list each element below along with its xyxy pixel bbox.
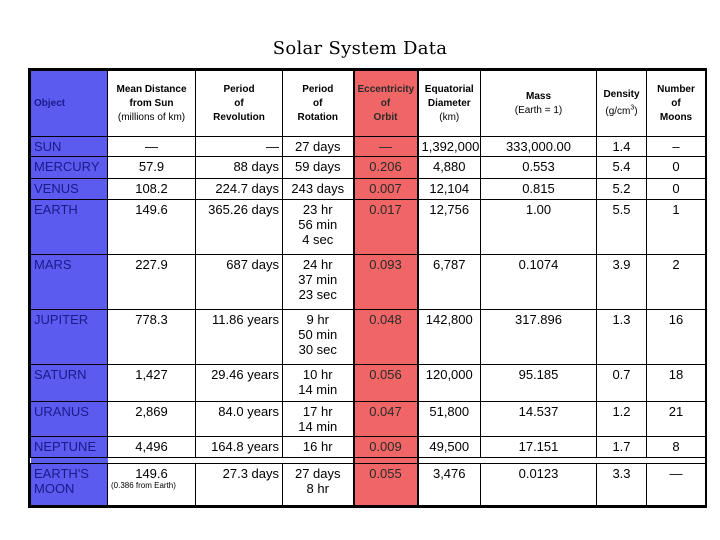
cell-diameter xyxy=(418,402,481,437)
cell-revolution xyxy=(196,179,283,200)
cell-mass-value: 0.0123 xyxy=(518,466,559,481)
cell-diameter xyxy=(418,200,481,255)
cell-object-value: MARS xyxy=(34,257,72,272)
header-distance-unit: (millions of km) xyxy=(117,111,186,123)
header-eccentricity-line1: Eccentricity xyxy=(357,83,415,95)
cell-rotation-value: 59 days xyxy=(294,159,341,174)
cell-mass xyxy=(481,402,597,437)
cell-revolution xyxy=(196,437,283,458)
cell-object-value: VENUS xyxy=(34,181,79,196)
cell-distance xyxy=(108,137,196,157)
cell-revolution xyxy=(196,464,283,506)
cell-moons-value: – xyxy=(672,139,680,154)
cell-distance-value: 57.9 xyxy=(138,159,165,174)
cell-density-value: 1.7 xyxy=(612,439,631,454)
cell-eccentricity-value: 0.206 xyxy=(369,159,402,174)
cell-eccentricity-value: 0.009 xyxy=(369,439,402,454)
cell-eccentricity xyxy=(354,200,418,255)
cell-diameter xyxy=(418,437,481,458)
table-row xyxy=(31,255,706,310)
cell-revolution xyxy=(196,402,283,437)
cell-object-value: EARTH'S xyxy=(34,466,89,481)
cell-revolution-value: 84.0 years xyxy=(218,404,279,419)
cell-eccentricity xyxy=(354,437,418,458)
cell-eccentricity xyxy=(354,157,418,179)
cell-density xyxy=(597,437,647,458)
cell-moons-value: 16 xyxy=(668,312,684,327)
table-row xyxy=(31,310,706,365)
cell-eccentricity-value: 0.007 xyxy=(369,181,402,196)
cell-diameter xyxy=(418,464,481,506)
cell-object-value: JUPITER xyxy=(34,312,89,327)
cell-mass-value: 14.537 xyxy=(518,404,559,419)
cell-density xyxy=(597,310,647,365)
cell-rotation xyxy=(283,179,354,200)
cell-mass xyxy=(481,464,597,506)
distance-note: (0.386 from Earth) xyxy=(111,481,176,490)
cell-diameter-value: 4,880 xyxy=(432,159,466,174)
cell-object xyxy=(31,255,108,310)
cell-rotation-value: 56 min xyxy=(298,217,338,232)
cell-distance-value: 778.3 xyxy=(135,312,168,327)
header-mass xyxy=(481,71,597,137)
cell-object xyxy=(31,402,108,437)
cell-revolution xyxy=(196,157,283,179)
cell-eccentricity xyxy=(354,402,418,437)
cell-moons-value: 0 xyxy=(672,159,680,174)
cell-distance-value: 1,427 xyxy=(135,367,168,382)
table-row xyxy=(31,365,706,402)
cell-distance xyxy=(108,402,196,437)
cell-diameter-value: 1,392,000 xyxy=(421,139,480,154)
cell-rotation-value: 27 days xyxy=(294,139,341,154)
header-density: Density $(g/cm^3)$ xyxy=(597,71,647,137)
cell-eccentricity-value: 0.093 xyxy=(369,257,402,272)
cell-moons-value: 2 xyxy=(672,257,680,272)
cell-mass xyxy=(481,255,597,310)
cell-distance-value: 4,496 xyxy=(135,439,168,454)
cell-rotation xyxy=(283,464,354,506)
cell-diameter-value: 49,500 xyxy=(429,439,470,454)
cell-density-value: 5.4 xyxy=(612,159,631,174)
cell-diameter-value: 120,000 xyxy=(425,367,473,382)
cell-revolution xyxy=(196,255,283,310)
cell-object xyxy=(31,200,108,255)
header-moons-line1: Number xyxy=(657,83,695,95)
cell-diameter-value: 51,800 xyxy=(429,404,470,419)
cell-distance xyxy=(108,255,196,310)
cell-density-value: 1.3 xyxy=(612,312,631,327)
cell-rotation-value: 10 hr xyxy=(302,367,333,382)
cell-mass-value: 95.185 xyxy=(518,367,559,382)
cell-density xyxy=(597,464,647,506)
cell-revolution xyxy=(196,310,283,365)
cell-eccentricity-value: 0.055 xyxy=(369,466,402,481)
cell-distance xyxy=(108,310,196,365)
cell-moons xyxy=(647,402,706,437)
cell-mass xyxy=(481,200,597,255)
cell-moons xyxy=(647,365,706,402)
cell-density-value: 1.2 xyxy=(612,404,631,419)
cell-mass-value: 17.151 xyxy=(518,439,559,454)
cell-mass xyxy=(481,310,597,365)
header-rotation xyxy=(283,71,354,137)
cell-revolution-value: 88 days xyxy=(233,159,279,174)
cell-diameter xyxy=(418,255,481,310)
header-revolution-line3: Revolution xyxy=(213,111,265,123)
cell-revolution-value: 27.3 days xyxy=(222,466,279,481)
cell-density-value: 3.9 xyxy=(612,257,631,272)
cell-density xyxy=(597,137,647,157)
cell-moons xyxy=(647,437,706,458)
cell-eccentricity xyxy=(354,179,418,200)
cell-object xyxy=(31,310,108,365)
header-revolution-line1: Period xyxy=(223,83,255,95)
cell-rotation xyxy=(283,137,354,157)
cell-revolution-value: 365.26 days xyxy=(208,202,279,217)
cell-rotation-value: 50 min xyxy=(298,327,338,342)
cell-object-value: SATURN xyxy=(34,367,87,382)
cell-distance-value: 149.6 xyxy=(135,466,168,481)
cell-object xyxy=(31,464,108,506)
cell-eccentricity xyxy=(354,137,418,157)
cell-object xyxy=(31,137,108,157)
cell-rotation-value: 8 hr xyxy=(306,481,329,496)
cell-moons xyxy=(647,137,706,157)
cell-distance xyxy=(108,179,196,200)
header-diameter-line1: Equatorial xyxy=(424,83,474,95)
header-diameter-unit: (km) xyxy=(439,111,460,123)
cell-moons-value: 21 xyxy=(668,404,684,419)
cell-eccentricity xyxy=(354,365,418,402)
cell-moons xyxy=(647,179,706,200)
cell-eccentricity xyxy=(354,464,418,506)
cell-object-value: MOON xyxy=(34,481,75,496)
cell-mass-value: 0.553 xyxy=(522,159,555,174)
cell-rotation-value: 16 hr xyxy=(302,439,333,454)
cell-diameter-value: 3,476 xyxy=(432,466,466,481)
cell-density xyxy=(597,200,647,255)
cell-object-value: MERCURY xyxy=(34,159,100,174)
cell-distance xyxy=(108,157,196,179)
cell-diameter-value: 6,787 xyxy=(432,257,466,272)
cell-diameter xyxy=(418,157,481,179)
cell-object xyxy=(31,365,108,402)
table-row xyxy=(31,157,706,179)
cell-diameter-value: 12,104 xyxy=(429,181,470,196)
cell-mass xyxy=(481,437,597,458)
cell-density-value: 5.2 xyxy=(612,181,631,196)
cell-moons xyxy=(647,464,706,506)
cell-moons-value: 8 xyxy=(672,439,680,454)
cell-rotation-value: 14 min xyxy=(298,419,338,434)
cell-density-value: 1.4 xyxy=(612,139,631,154)
header-eccentricity xyxy=(354,71,418,137)
cell-density-value: 5.5 xyxy=(612,202,631,217)
cell-rotation-value: 27 days xyxy=(294,466,341,481)
cell-rotation-value: 4 sec xyxy=(302,232,334,247)
cell-rotation-value: 9 hr xyxy=(306,312,329,327)
table-row xyxy=(31,137,706,157)
table-row xyxy=(31,200,706,255)
cell-object xyxy=(31,179,108,200)
cell-eccentricity-value: 0.056 xyxy=(369,367,402,382)
cell-moons-value: — xyxy=(669,466,683,481)
cell-mass-value: 1.00 xyxy=(525,202,552,217)
table-row xyxy=(31,402,706,437)
cell-eccentricity-value: 0.047 xyxy=(369,404,402,419)
cell-distance-value: 149.6 xyxy=(135,202,168,217)
cell-density xyxy=(597,255,647,310)
cell-distance-value: 2,869 xyxy=(135,404,168,419)
cell-rotation-value: 23 sec xyxy=(298,287,337,302)
cell-eccentricity xyxy=(354,310,418,365)
cell-diameter xyxy=(418,137,481,157)
cell-density-value: 3.3 xyxy=(612,466,631,481)
cell-object-value: SUN xyxy=(34,139,62,154)
cell-rotation-value: 37 min xyxy=(298,272,338,287)
cell-distance-value: 227.9 xyxy=(135,257,168,272)
cell-revolution xyxy=(196,365,283,402)
cell-moons-value: 1 xyxy=(672,202,680,217)
table-row xyxy=(31,437,706,458)
cell-rotation-value: 14 min xyxy=(298,382,338,397)
cell-distance xyxy=(108,464,196,506)
cell-rotation xyxy=(283,310,354,365)
cell-moons xyxy=(647,200,706,255)
cell-mass-value: 317.896 xyxy=(515,312,562,327)
header-distance xyxy=(108,71,196,137)
header-moons-line2: of xyxy=(671,97,681,109)
cell-rotation xyxy=(283,200,354,255)
solar-system-table xyxy=(28,68,707,508)
cell-revolution xyxy=(196,137,283,157)
cell-diameter-value: 142,800 xyxy=(425,312,473,327)
cell-density xyxy=(597,365,647,402)
cell-distance xyxy=(108,365,196,402)
header-moons-line3: Moons xyxy=(659,111,693,123)
header-row xyxy=(31,71,706,137)
cell-density-value: 0.7 xyxy=(612,367,631,382)
cell-rotation-value: 23 hr xyxy=(302,202,333,217)
cell-object-value: NEPTUNE xyxy=(34,439,97,454)
cell-rotation-value: 24 hr xyxy=(302,257,333,272)
header-revolution-line2: of xyxy=(234,97,244,109)
header-eccentricity-line3: Orbit xyxy=(373,111,398,123)
cell-rotation xyxy=(283,402,354,437)
header-object xyxy=(31,71,108,137)
header-eccentricity-line2: of xyxy=(380,97,391,109)
header-rotation-line3: Rotation xyxy=(297,111,339,123)
cell-eccentricity-value: 0.017 xyxy=(369,202,402,217)
header-moons xyxy=(647,71,706,137)
cell-object-value: EARTH xyxy=(34,202,78,217)
cell-object-value: URANUS xyxy=(34,404,89,419)
cell-rotation-value: 17 hr xyxy=(302,404,333,419)
cell-mass xyxy=(481,137,597,157)
cell-density xyxy=(597,157,647,179)
cell-mass-value: 0.1074 xyxy=(518,257,559,272)
cell-diameter-value: 12,756 xyxy=(429,202,470,217)
cell-revolution-value: 164.8 years xyxy=(211,439,279,454)
cell-eccentricity-value: 0.048 xyxy=(369,312,402,327)
cell-eccentricity-value: — xyxy=(379,139,392,154)
header-distance-line1: Mean Distance xyxy=(116,83,187,95)
cell-moons-value: 0 xyxy=(672,181,680,196)
cell-revolution-value: 11.86 years xyxy=(212,312,279,327)
cell-revolution-value: 224.7 days xyxy=(215,181,279,196)
cell-moons xyxy=(647,255,706,310)
header-revolution xyxy=(196,71,283,137)
header-diameter xyxy=(418,71,481,137)
table-row xyxy=(31,179,706,200)
cell-mass xyxy=(481,365,597,402)
cell-mass xyxy=(481,179,597,200)
header-rotation-line1: Period xyxy=(302,83,334,95)
cell-object xyxy=(31,157,108,179)
cell-eccentricity xyxy=(354,255,418,310)
cell-revolution-value: — xyxy=(266,139,279,154)
cell-moons xyxy=(647,310,706,365)
header-diameter-line2: Diameter xyxy=(427,97,471,109)
cell-distance xyxy=(108,437,196,458)
cell-mass-value: 0.815 xyxy=(522,181,555,196)
cell-rotation xyxy=(283,157,354,179)
cell-object xyxy=(31,437,108,458)
cell-diameter xyxy=(418,179,481,200)
header-distance-line2: from Sun xyxy=(129,97,174,109)
cell-revolution-value: 687 days xyxy=(226,257,279,272)
slide-title: Solar System Data xyxy=(272,38,448,59)
cell-rotation-value: 243 days xyxy=(291,181,345,196)
header-mass-line1: Mass xyxy=(525,90,551,102)
cell-density xyxy=(597,402,647,437)
cell-mass xyxy=(481,157,597,179)
cell-diameter xyxy=(418,310,481,365)
cell-moons-value: 18 xyxy=(668,367,684,382)
cell-rotation xyxy=(283,365,354,402)
cell-diameter xyxy=(418,365,481,402)
header-mass-unit: (Earth = 1) xyxy=(514,104,563,116)
cell-revolution xyxy=(196,200,283,255)
cell-rotation xyxy=(283,437,354,458)
header-density-unit: $(g/cm^3)$ xyxy=(605,104,638,118)
cell-distance-value: 108.2 xyxy=(135,181,168,196)
table-row-moon xyxy=(31,464,706,506)
cell-rotation xyxy=(283,255,354,310)
cell-moons xyxy=(647,157,706,179)
header-object-label: Object xyxy=(34,97,66,109)
cell-distance xyxy=(108,200,196,255)
cell-density xyxy=(597,179,647,200)
cell-mass-value: 333,000.00 xyxy=(505,139,572,154)
cell-revolution-value: 29.46 years xyxy=(211,367,279,382)
header-rotation-line2: of xyxy=(313,97,323,109)
cell-rotation-value: 30 sec xyxy=(298,342,337,357)
cell-distance-value: — xyxy=(145,139,158,154)
